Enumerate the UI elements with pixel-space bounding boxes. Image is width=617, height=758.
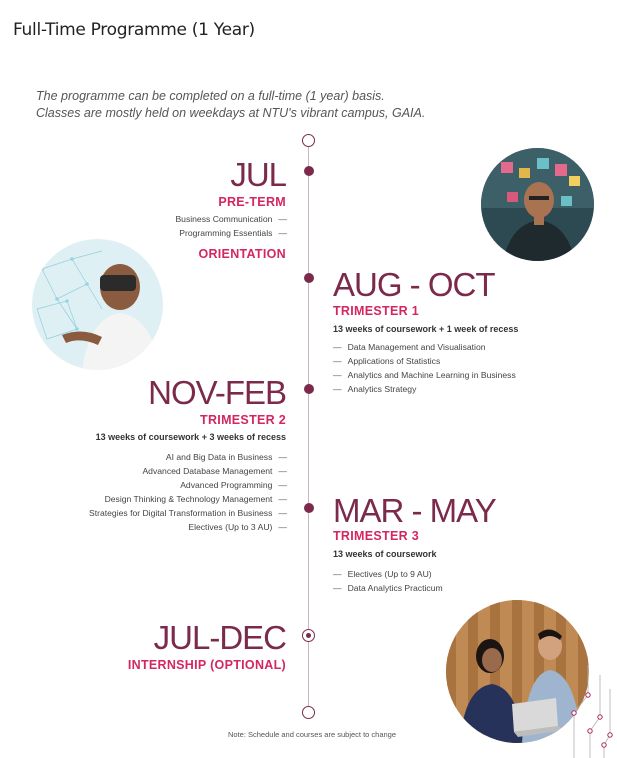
timeline-node-jul-dec xyxy=(302,629,315,642)
list-item: — Analytics Strategy xyxy=(333,382,516,396)
timeline-node-aug-oct xyxy=(304,273,314,283)
timeline-node-mar-may xyxy=(304,503,314,513)
vr-headset-illustration xyxy=(32,239,163,370)
phase-trimester-1: TRIMESTER 1 xyxy=(333,304,419,318)
phase-pre-term: PRE-TERM xyxy=(218,195,286,209)
intro-line-1: The programme can be completed on a full-time (1 year) basis. xyxy=(36,89,385,103)
list-item: Business Communication — xyxy=(175,212,287,226)
period-mar-may: MAR - MAY xyxy=(333,492,496,529)
list-item: — Applications of Statistics xyxy=(333,354,516,368)
intro-line-2: Classes are mostly held on weekdays at NTU's vibrant campus, GAIA. xyxy=(36,106,426,120)
timeline-start-node xyxy=(302,134,315,147)
list-item: Strategies for Digital Transformation in Business — xyxy=(89,506,287,520)
decorative-circuit-lines xyxy=(560,665,617,758)
phase-orientation: ORIENTATION xyxy=(198,247,286,261)
page-title: Full-Time Programme (1 Year) xyxy=(13,20,255,40)
pre-term-course-list xyxy=(175,212,287,240)
list-item: — Electives (Up to 9 AU) xyxy=(333,567,443,581)
trimester-1-summary: 13 weeks of coursework + 1 week of recess xyxy=(333,324,519,334)
phase-internship: INTERNSHIP (OPTIONAL) xyxy=(127,658,286,672)
timeline-node-jul xyxy=(304,166,314,176)
intro-text xyxy=(36,88,425,122)
list-item: Electives (Up to 3 AU) — xyxy=(89,520,287,534)
period-jul-dec: JUL-DEC xyxy=(153,619,286,656)
trimester-2-course-list xyxy=(89,450,287,534)
timeline-end-node xyxy=(302,706,315,719)
timeline-axis xyxy=(308,143,309,710)
timeline-node-nov-feb xyxy=(304,384,314,394)
list-item: AI and Big Data in Business — xyxy=(89,450,287,464)
list-item: Advanced Database Management — xyxy=(89,464,287,478)
sticky-notes-illustration xyxy=(481,148,594,261)
list-item: Design Thinking & Technology Management — xyxy=(89,492,287,506)
list-item: — Data Analytics Practicum xyxy=(333,581,443,595)
list-item: — Data Management and Visualisation xyxy=(333,340,516,354)
trimester-1-course-list xyxy=(333,340,516,396)
schedule-footnote: Note: Schedule and courses are subject to change xyxy=(228,730,397,739)
period-jul: JUL xyxy=(230,156,286,193)
photo-student-sticky-notes xyxy=(481,148,594,261)
trimester-2-summary: 13 weeks of coursework + 3 weeks of recess xyxy=(95,432,286,442)
trimester-3-summary: 13 weeks of coursework xyxy=(333,549,437,559)
phase-trimester-3: TRIMESTER 3 xyxy=(333,529,419,543)
list-item: Programming Essentials — xyxy=(175,226,287,240)
phase-trimester-2: TRIMESTER 2 xyxy=(200,413,286,427)
list-item: — Analytics and Machine Learning in Business xyxy=(333,368,516,382)
trimester-3-course-list xyxy=(333,567,443,595)
period-aug-oct: AUG - OCT xyxy=(333,266,495,303)
period-nov-feb: NOV-FEB xyxy=(148,374,286,411)
list-item: Advanced Programming — xyxy=(89,478,287,492)
photo-student-vr-headset xyxy=(32,239,163,370)
